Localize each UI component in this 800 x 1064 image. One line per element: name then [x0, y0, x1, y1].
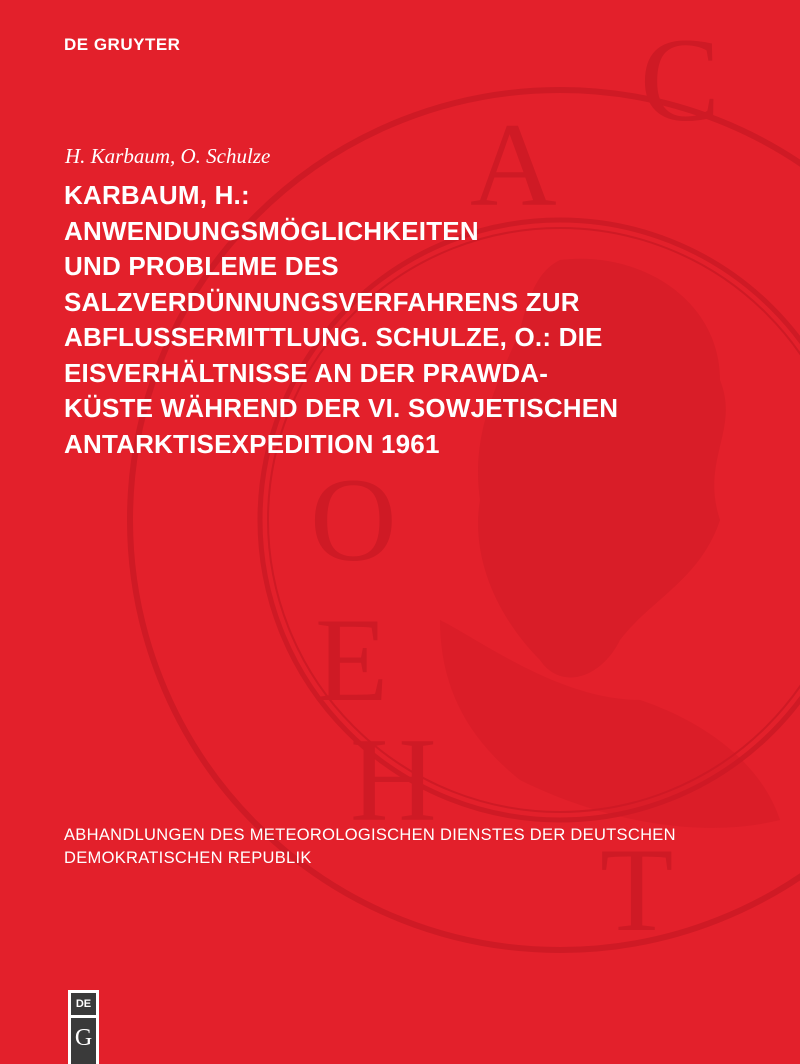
title-line: ANTARKTISEXPEDITION 1961	[64, 428, 440, 459]
authors: H. Karbaum, O. Schulze	[65, 144, 271, 168]
seal-letter: A	[470, 98, 557, 231]
seal-letter: C	[640, 13, 721, 146]
logo-de-text: DE	[71, 993, 96, 1015]
title-line: EISVERHÄLTNISSE AN DER PRAWDA-	[64, 357, 549, 388]
seal-letter: H	[350, 713, 437, 846]
title-line: KARBAUM, H.:	[64, 180, 250, 210]
book-title	[64, 178, 764, 462]
title-line: ABFLUSSERMITTLUNG. SCHULZE, O.: DIE	[64, 322, 603, 352]
series-line: ABHANDLUNGEN DES METEOROLOGISCHEN DIENSTES DER DEUTSCHEN	[64, 826, 676, 844]
title-line: SALZVERDÜNNUNGSVERFAHRENS ZUR	[64, 286, 580, 317]
series-title	[64, 824, 764, 870]
seal-letter: T	[600, 823, 674, 956]
title-line: ANWENDUNGSMÖGLICHKEITEN	[64, 215, 479, 246]
seal-letter: O	[310, 453, 397, 586]
logo-g-text: G	[71, 1018, 96, 1064]
title-line: KÜSTE WÄHREND DER VI. SOWJETISCHEN	[64, 393, 619, 423]
publisher-name: DE GRUYTER	[64, 35, 181, 54]
seal-letter: E	[315, 593, 389, 726]
publisher-logo	[68, 990, 99, 1064]
title-line: UND PROBLEME DES	[64, 251, 339, 281]
series-line: DEMOKRATISCHEN REPUBLIK	[64, 849, 312, 867]
